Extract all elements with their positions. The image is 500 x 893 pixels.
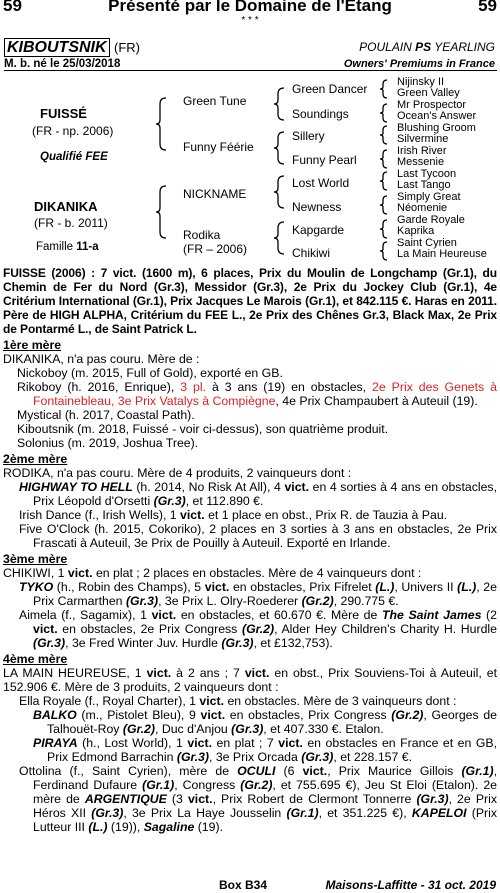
gen4-title: 4ème mère [3, 652, 68, 666]
g2-4: Rodika [183, 228, 221, 242]
g4-10: Last Tango [397, 179, 451, 191]
page-footer [0, 878, 500, 893]
g4-9: Last Tycoon [397, 168, 457, 180]
g2-4-info: (FR – 2006) [183, 242, 248, 256]
g4-12: Néomenie [397, 202, 448, 214]
g4-13: Garde Royale [397, 214, 465, 226]
dam-name: DIKANIKA [34, 199, 98, 214]
gen3-intro: CHIKIWI, 1 vict. en plat ; 2 places en obstacles. Mère de 4 vainqueurs dont : [3, 566, 422, 580]
lot-number-left: 59 [3, 0, 22, 15]
g4-14: Kaprika [397, 225, 435, 237]
gen1-line: Nickoboy (m. 2015, Full of Gold), exporté en GB. [17, 366, 283, 380]
g2-2: Funny Féérie [183, 140, 254, 154]
gen4-line: Ottolina (f., Saint Cyrien), mère de OCULI (6 vict., Prix Maurice Gillois (Gr.1), Ferdinand Dufaure (Gr.1), Congress (Gr.2), et 755.695 €), Jeu St Eloi (Etalon). 2e mère de ARGENTIQUE (3 vict., Prix Robert de Clermont Tonnerre (Gr.3), 2e Prix Héros XII (Gr.3), 3e Prix La Haye Jousselin (Gr.1), et 351.225 €), KAPELOI (Prix Lutteur III (L.) (19)), Sagaline (19). [19, 764, 498, 834]
lot-number-right: 59 [478, 0, 497, 15]
horse-banner [4, 39, 497, 71]
gen1-line: Mystical (h. 2017, Coastal Path). [17, 408, 195, 422]
horse-name: KIBOUTSNIK [4, 38, 110, 57]
g4-4: Ocean's Answer [397, 110, 477, 122]
horse-country: (FR) [114, 40, 141, 55]
header-stars: * * * [241, 15, 259, 26]
g3-4: Funny Pearl [292, 153, 357, 167]
catalogue-text [3, 266, 497, 834]
horse-name-line [4, 39, 140, 56]
g3-1: Green Dancer [292, 82, 368, 96]
gen4-intro: LA MAIN HEUREUSE, 1 vict. à 2 ans ; 7 vict. en obst., Prix Souviens-Toi à Auteuil, et 152.906 €. Mère de 3 produits, 2 vainqueurs dont : [3, 666, 497, 694]
g3-7: Kapgarde [292, 223, 345, 237]
gen4-subline: BALKO (m., Pistolet Bleu), 9 vict. en obstacles, Prix Congress (Gr.2), Georges de Talhouët-Roy (Gr.2), Duc d'Anjou (Gr.3), et 407.330 €. Etalon. [33, 708, 497, 736]
gen2-intro: RODIKA, n'a pas couru. Mère de 4 produits, 2 vainqueurs dont : [3, 466, 352, 480]
gen1-intro: DIKANIKA, n'a pas couru. Mère de : [3, 352, 200, 366]
g4-1: Nijinsky II [397, 76, 445, 88]
g3-3: Sillery [292, 129, 325, 143]
g3-6: Newness [292, 200, 342, 214]
sire-name: FUISSÉ [40, 106, 87, 121]
gen3-line: TYKO (h., Robin des Champs), 5 vict. en obstacles, Prix Fifrelet (L.), Univers II (L.), 2e Prix Carmarthen (Gr.3), 3e Prix L. Olry-Roederer (Gr.2), 290.775 €. [19, 580, 497, 608]
g4-5: Blushing Groom [397, 122, 476, 134]
g2-1: Green Tune [183, 94, 247, 108]
gen1-line: Solonius (m. 2019, Joshua Tree). [17, 436, 199, 450]
sire-info: (FR - np. 2006) [32, 124, 114, 138]
family: Famille 11-a [36, 241, 99, 253]
g4-11: Simply Great [397, 191, 461, 203]
g4-3: Mr Prospector [397, 99, 467, 111]
owners-premiums: Owners' Premiums in France [343, 58, 495, 70]
dam-info: (FR - b. 2011) [34, 216, 108, 230]
g4-2: Green Valley [397, 87, 460, 99]
gen1-line: Rikoboy (h. 2016, Enrique), 3 pl. à 3 ans (19) en obstacles, 2e Prix des Genets à Fontainebleau, 3e Prix Vatalys à Compiègne, 4e Prix Champaubert à Auteuil (19). [17, 380, 497, 408]
gen4-subline: PIRAYA (h., Lost World), 1 vict. en plat ; 7 vict. en obstacles en France et en GB, Prix Edmond Barrachin (Gr.3), 3e Prix Orcada (Gr.3), et 228.157 €. [33, 736, 498, 764]
gen2-line: Five O'Clock (h. 2015, Cokoriko), 2 places en 3 sorties à 3 ans en obstacles, 2e Prix Frascati à Auteuil, 3e Prix de Pouilly à Auteuil. Exporté en Irlande. [19, 522, 497, 550]
g4-15: Saint Cyrien [397, 237, 457, 249]
g4-8: Messenie [397, 156, 445, 168]
g4-7: Irish River [397, 145, 447, 157]
gen3-title: 3ème mère [3, 552, 68, 566]
gen3-line: Aimela (f., Sagamix), 1 vict. en obstacles, et 60.670 €. Mère de The Saint James (2 vict. en obstacles, 2e Prix Congress (Gr.2), Alder Hey Children's Charity H. Hurdle (Gr.3), 3e Fred Winter Juv. Hurdle (Gr.3), et £132,753). [19, 608, 497, 650]
gen1-line: Kiboutsnik (m. 2018, Fuissé - voir ci-dessus), son quatrième produit. [17, 422, 389, 436]
box-number: Box B34 [219, 878, 268, 892]
g4-6: Silvermine [397, 133, 449, 145]
horse-category: POULAIN PS YEARLING [359, 40, 495, 54]
g3-8: Chikiwi [292, 246, 331, 260]
horse-birth: M. b. né le 25/03/2018 [4, 58, 121, 70]
sire-paragraph: FUISSE (2006) : 7 vict. (1600 m), 6 places, Prix du Moulin de Longchamp (Gr.1), du Chemin de Fer du Nord (Gr.3), Messidor (Gr.3), 2e Prix du Jockey Club (Gr.1), 4e Critérium International (Gr.1), Prix Jacques Le Marois (Gr.1), et 842.115 €. Haras en 2011. Père de HIGH ALPHA, Critérium du FEE L., 2e Prix des Chênes Gr.3, Black Max, 2e Prix de Pontarmé L., de Saint Patrick L. [3, 266, 497, 336]
pedigree-chart [0, 76, 500, 266]
page-title: Présenté par le Domaine de l'Etang [108, 0, 392, 15]
g3-2: Soundings [292, 107, 349, 121]
gen2-line: HIGHWAY TO HELL (h. 2014, No Risk At All), 4 vict. en 4 sorties à 4 ans en obstacles, Prix Léopold d'Orsetti (Gr.3), et 112.890 €. [19, 480, 497, 508]
gen4-line: Ella Royale (f., Royal Charter), 1 vict. en obstacles. Mère de 3 vainqueurs dont : [19, 694, 457, 708]
gen1-title: 1ère mère [3, 338, 62, 352]
sire-note: Qualifié FEE [40, 151, 108, 163]
sale-place-date: Maisons-Laffitte - 31 oct. 2019 [325, 878, 496, 892]
g2-3: NICKNAME [183, 187, 247, 201]
g3-5: Lost World [292, 176, 350, 190]
gen2-title: 2ème mère [3, 452, 68, 466]
gen2-line: Irish Dance (f., Irish Wells), 1 vict. et 1 place en obst., Prix R. de Tauzia à Pau. [19, 508, 448, 522]
g4-16: La Main Heureuse [397, 248, 487, 260]
